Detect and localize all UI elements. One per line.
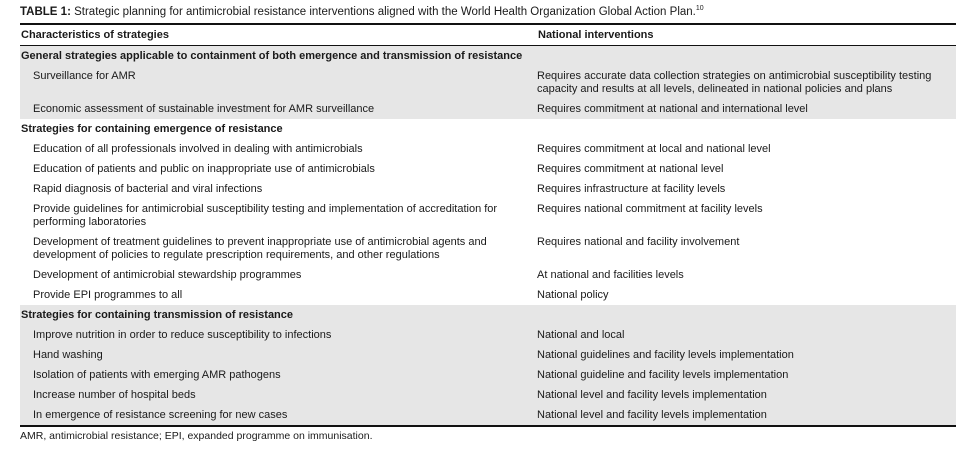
table-row bbox=[20, 405, 956, 426]
intervention-cell: National level and facility levels implementation bbox=[537, 405, 956, 426]
intervention-cell: Requires accurate data collection strategies on antimicrobial susceptibility testing capacity and results at all levels, delineated in national policies and plans bbox=[537, 66, 956, 99]
header-characteristics: Characteristics of strategies bbox=[20, 24, 537, 46]
header-interventions: National interventions bbox=[537, 24, 956, 46]
table-label: TABLE 1: bbox=[20, 5, 71, 18]
strategy-cell: Education of all professionals involved in dealing with antimicrobials bbox=[33, 143, 363, 155]
strategy-cell: Development of treatment guidelines to prevent inappropriate use of antimicrobial agents and development of policies to regulate prescription requirements, and other regulations bbox=[33, 236, 487, 261]
intervention-cell: National guideline and facility levels implementation bbox=[537, 365, 956, 385]
strategy-cell: In emergence of resistance screening for new cases bbox=[20, 405, 537, 426]
strategy-cell: Hand washing bbox=[20, 345, 537, 365]
strategy-cell: Provide guidelines for antimicrobial susceptibility testing and implementation of accreditation for performing laboratories bbox=[33, 203, 498, 228]
table-row bbox=[20, 232, 956, 265]
intervention-cell: Requires commitment at national level bbox=[537, 163, 724, 175]
strategy-cell: Improve nutrition in order to reduce susceptibility to infections bbox=[20, 325, 537, 345]
table-row bbox=[20, 179, 956, 199]
intervention-cell: Requires commitment at national and international level bbox=[537, 99, 956, 119]
intervention-cell: National and local bbox=[537, 325, 956, 345]
table-row bbox=[20, 265, 956, 285]
intervention-cell: National guidelines and facility levels implementation bbox=[537, 345, 956, 365]
strategy-cell: Economic assessment of sustainable investment for AMR surveillance bbox=[20, 99, 537, 119]
intervention-cell: Requires commitment at local and national level bbox=[537, 143, 771, 155]
strategy-cell: Development of antimicrobial stewardship programmes bbox=[33, 269, 302, 281]
table-row bbox=[20, 139, 956, 159]
table-row bbox=[20, 66, 956, 99]
strategy-cell: Education of patients and public on inappropriate use of antimicrobials bbox=[33, 163, 375, 175]
section-heading-row bbox=[20, 305, 956, 325]
table-title: Strategic planning for antimicrobial resistance interventions aligned with the World Health Organization Global Action Plan. bbox=[70, 5, 696, 18]
strategy-cell: Rapid diagnosis of bacterial and viral infections bbox=[33, 183, 263, 195]
section-heading-row bbox=[20, 46, 956, 67]
strategy-cell: Isolation of patients with emerging AMR pathogens bbox=[20, 365, 537, 385]
table-row bbox=[20, 325, 956, 345]
section-heading-row bbox=[20, 119, 956, 139]
strategy-cell: Surveillance for AMR bbox=[20, 66, 537, 99]
table-row bbox=[20, 159, 956, 179]
table-row bbox=[20, 385, 956, 405]
table-row bbox=[20, 365, 956, 385]
table-row bbox=[20, 285, 956, 305]
table-row bbox=[20, 345, 956, 365]
intervention-cell: Requires national commitment at facility levels bbox=[537, 203, 763, 215]
reference-superscript: 10 bbox=[695, 5, 704, 12]
table-row bbox=[20, 99, 956, 119]
intervention-cell: Requires infrastructure at facility levels bbox=[537, 183, 726, 195]
header-row bbox=[20, 24, 956, 46]
strategy-cell: Provide EPI programmes to all bbox=[33, 289, 183, 301]
table-row bbox=[20, 199, 956, 232]
section-heading: General strategies applicable to containment of both emergence and transmission of resistance bbox=[20, 46, 956, 67]
intervention-cell: Requires national and facility involvement bbox=[537, 236, 740, 248]
intervention-cell: National level and facility levels implementation bbox=[537, 385, 956, 405]
section-heading: Strategies for containing transmission of resistance bbox=[20, 305, 956, 325]
table-caption bbox=[20, 5, 704, 18]
strategy-cell: Increase number of hospital beds bbox=[20, 385, 537, 405]
section-heading: Strategies for containing emergence of resistance bbox=[21, 123, 283, 135]
table-footnote: AMR, antimicrobial resistance; EPI, expanded programme on immunisation. bbox=[20, 430, 373, 442]
intervention-cell: At national and facilities levels bbox=[537, 269, 684, 281]
intervention-cell: National policy bbox=[537, 289, 609, 301]
strategy-table bbox=[20, 23, 956, 427]
